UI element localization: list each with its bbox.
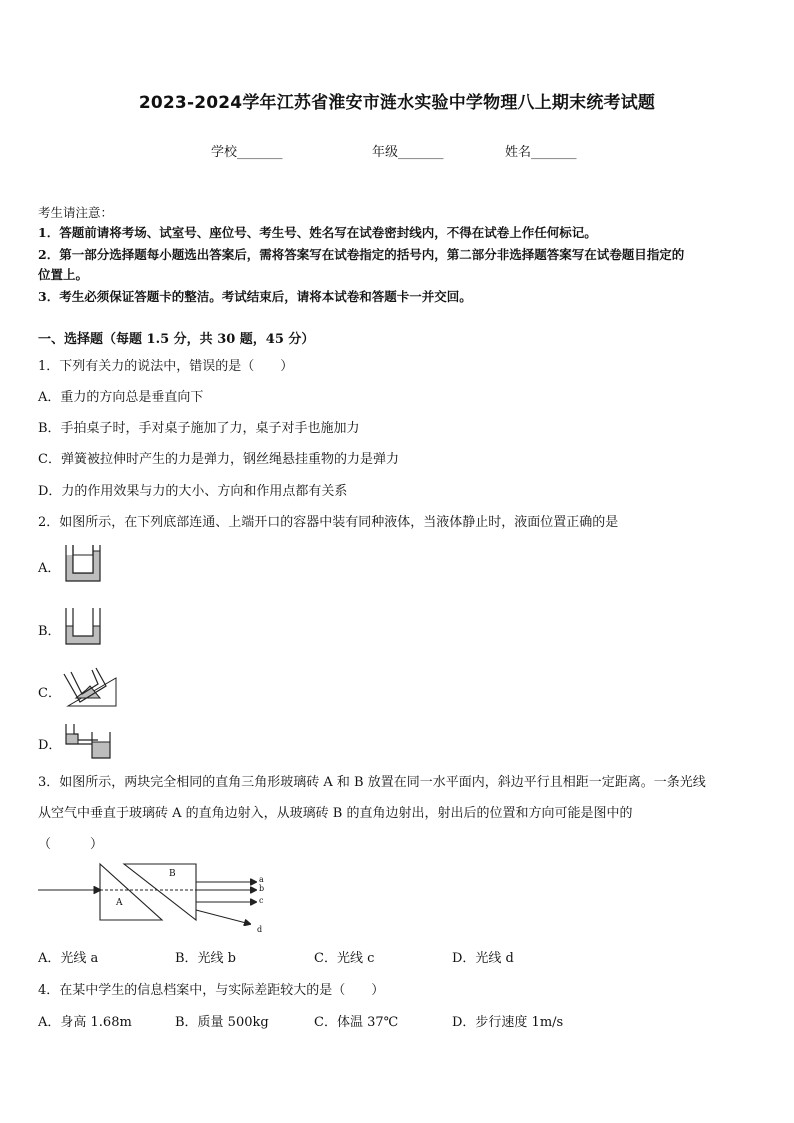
q4-stem: 4．在某中学生的信息档案中，与实际差距较大的是（ ） [38,983,385,998]
q4-option-b: B．质量 500kg [175,1015,269,1030]
section-heading: 一、选择题（每题 1.5 分，共 30 题，45 分） [38,332,315,347]
q1-stem: 1．下列有关力的说法中，错误的是（ ） [38,359,294,374]
q3-stem-line3: （ ） [38,837,104,852]
q3-prism-figure [38,858,273,936]
grade-field: 年级_______ [372,145,444,160]
q2-stem: 2．如图所示，在下列底部连通、上端开口的容器中装有同种液体，当液体静止时，液面位置正确的是 [38,515,619,530]
q4-option-c: C．体温 37℃ [314,1015,399,1030]
q1-option-b: B．手拍桌子时，手对桌子施加了力，桌子对手也施加力 [38,421,360,436]
q3-option-d: D．光线 d [452,951,514,966]
school-field: 学校_______ [211,145,283,160]
q2-option-b: B． [38,624,61,639]
q3-option-c: C．光线 c [314,951,375,966]
q3-option-b: B．光线 b [175,951,237,966]
q1-option-c: C．弹簧被拉伸时产生的力是弹力，钢丝绳悬挂重物的力是弹力 [38,452,399,467]
q3-label-d: d [257,925,263,934]
q2-option-d: D． [38,738,62,753]
q4-option-d: D．步行速度 1m/s [452,1015,564,1030]
q2-figure-b [62,606,104,648]
notice-item-1: 1．答题前请将考场、试室号、座位号、考生号、姓名写在试卷密封线内，不得在试卷上作任何标记。 [38,225,597,240]
q3-stem-line2: 从空气中垂直于玻璃砖 A 的直角边射入，从玻璃砖 B 的直角边射出，射出后的位置和方向可能是图中的 [38,806,633,821]
q2-option-a: A． [38,561,61,576]
q3-label-B: B [169,869,176,879]
q2-figure-a [62,543,104,585]
notice-item-2: 2．第一部分选择题每小题选出答案后，需将答案写在试卷指定的括号内，第二部分非选择题答案写在试卷题目指定的 [38,247,685,262]
q3-label-a: a [259,875,264,884]
q2-option-c: C． [38,686,61,701]
notice-item-3: 3．考生必须保证答题卡的整洁。考试结束后，请将本试卷和答题卡一并交回。 [38,289,472,304]
notice-item-2-cont: 位置上。 [38,267,89,282]
name-field: 姓名_______ [505,145,577,160]
q3-label-b: b [259,884,265,893]
page-title: 2023-2024学年江苏省淮安市涟水实验中学物理八上期末统考试题 [138,93,656,113]
q3-label-A: A [116,898,123,908]
q3-label-c: c [259,896,264,905]
q3-stem-line1: 3．如图所示，两块完全相同的直角三角形玻璃砖 A 和 B 放置在同一水平面内，斜边平行且相距一定距离。一条光线 [38,775,706,790]
q2-figure-c [62,664,120,710]
notice-heading: 考生请注意： [38,205,114,220]
q4-option-a: A．身高 1.68m [38,1015,132,1030]
q1-option-d: D．力的作用效果与力的大小、方向和作用点都有关系 [38,484,348,499]
q1-option-a: A．重力的方向总是垂直向下 [38,390,204,405]
q3-option-a: A．光线 a [38,951,99,966]
q2-figure-d [62,722,114,762]
